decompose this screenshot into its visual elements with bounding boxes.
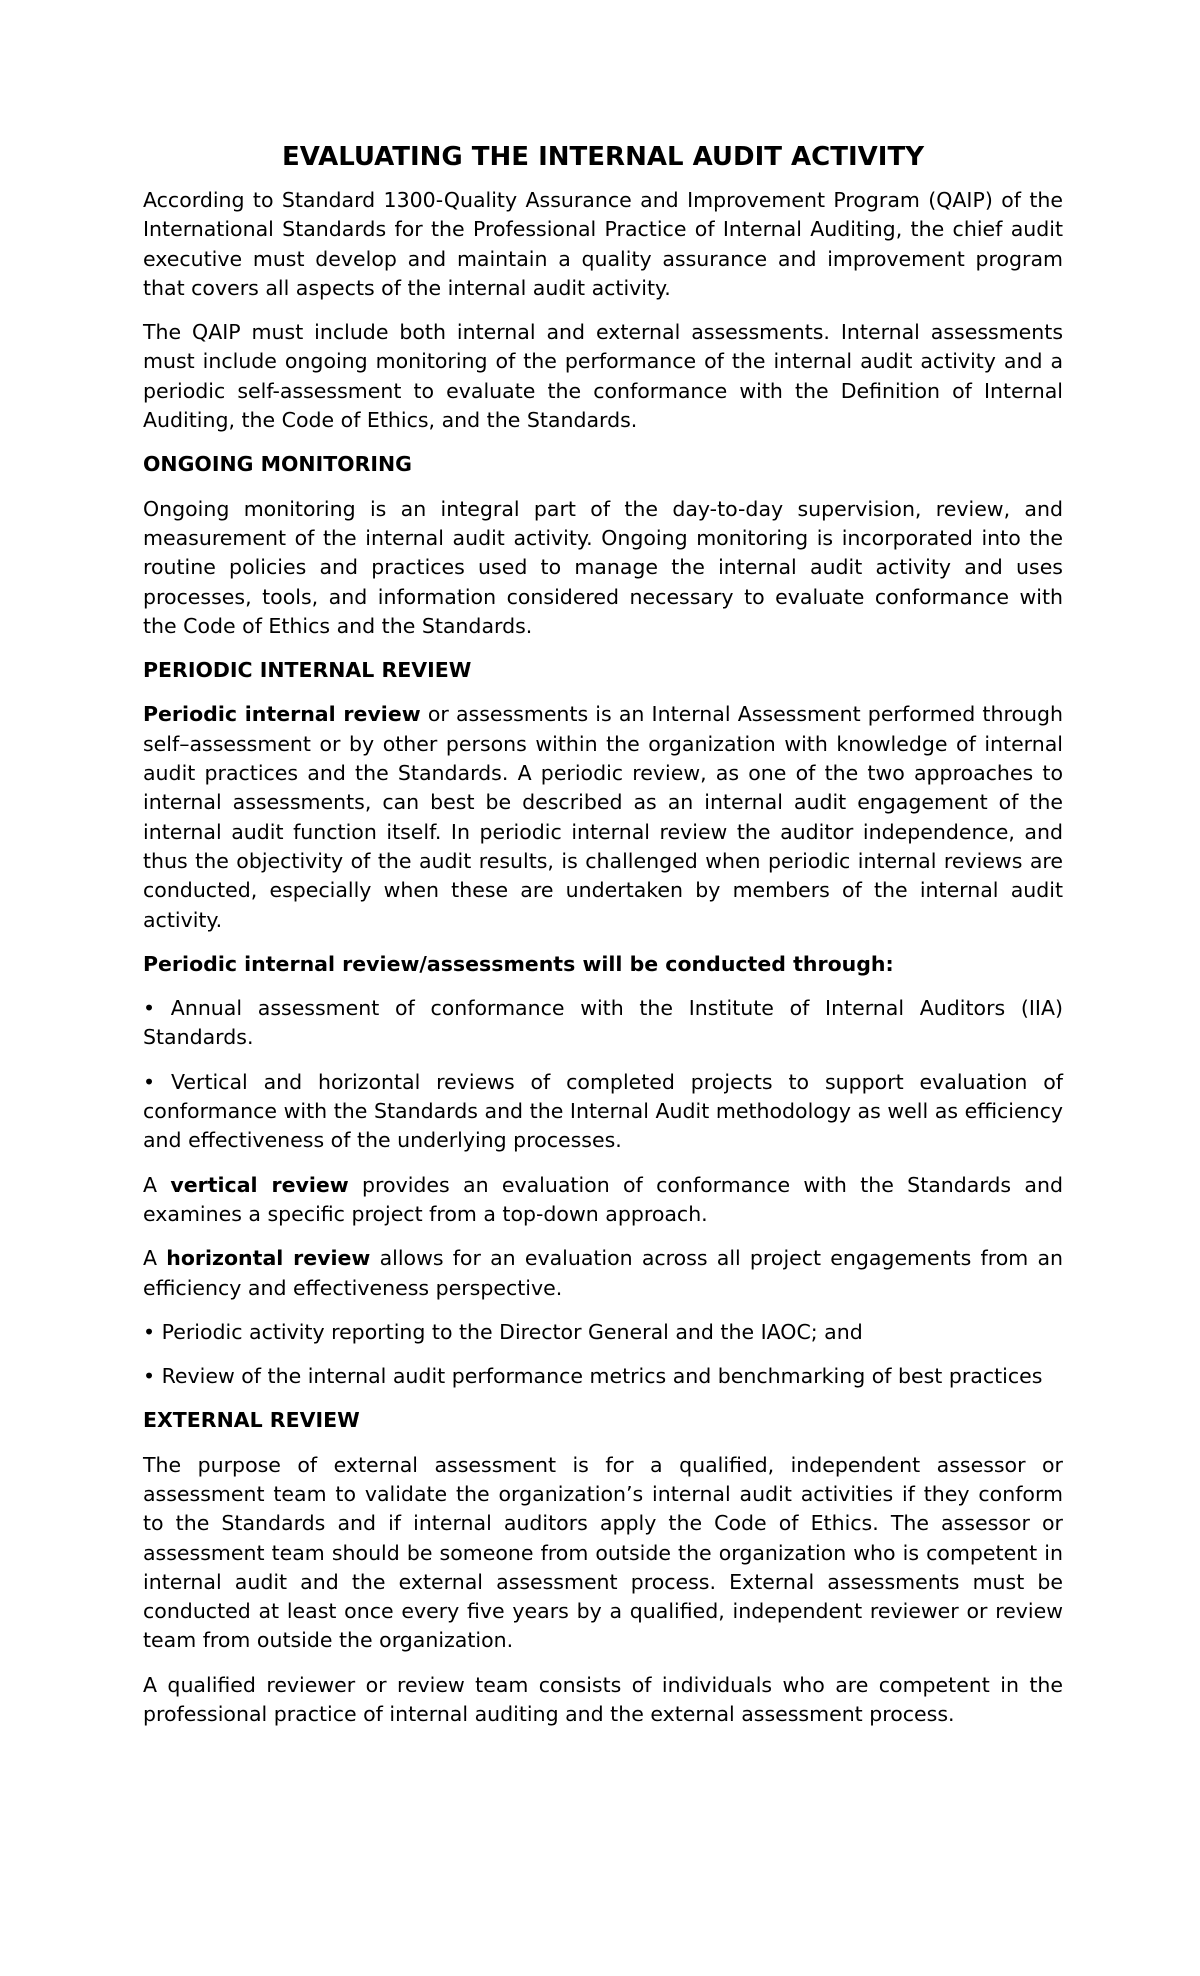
intro-paragraph-2: The QAIP must include both internal and external assessments. Internal assessments must include ongoing monitoring of the performance of the internal audit activity and a periodic self-assessment to evaluate the conformance with the Definition of Internal Auditing, the Code of Ethics, and the Standards. <box>143 320 1063 433</box>
vertical-review-paragraph <box>143 1171 1063 1230</box>
periodic-review-subheading: Periodic internal review/assessments will be conducted through: <box>143 951 894 976</box>
horizontal-review-text: allows for an evaluation across all project engagements from an efficiency and effectiveness perspective. <box>143 1246 1063 1300</box>
horizontal-review-term: horizontal review <box>166 1246 371 1271</box>
ongoing-monitoring-heading: ONGOING MONITORING <box>143 452 413 477</box>
document-page <box>143 140 1063 1744</box>
intro-paragraph-1: According to Standard 1300-Quality Assurance and Improvement Program (QAIP) of the International Standards for the Professional Practice of Internal Auditing, the chief audit executive must develop and maintain a quality assurance and improvement program that covers all aspects of the internal audit activity. <box>143 188 1063 300</box>
periodic-review-heading: PERIODIC INTERNAL REVIEW <box>143 658 472 683</box>
periodic-review-text: or assessments is an Internal Assessment performed through self–assessment or by other persons within the organization with knowledge of internal audit practices and the Standards. A periodic review, as one of the two approaches to internal assessments, can best be described as an internal audit engagement of the internal audit function itself. In periodic internal review the auditor independence, and thus the objectivity of the audit results, is challenged when periodic internal reviews are conducted, especially when these are undertaken by members of the internal audit activity. <box>143 702 1063 932</box>
vertical-review-term: vertical review <box>170 1172 349 1197</box>
periodic-review-paragraph <box>143 700 1063 934</box>
bullet-activity-reporting: • Periodic activity reporting to the Director General and the IAOC; and <box>143 1319 863 1344</box>
bullet-annual-assessment: • Annual assessment of conformance with the Institute of Internal Auditors (IIA) Standards. <box>143 996 1063 1050</box>
external-review-paragraph-1: The purpose of external assessment is for a qualified, independent assessor or assessment team to validate the organization’s internal audit activities if they conform to the Standards and if internal auditors apply the Code of Ethics. The assessor or assessment team should be someone from outside the organization who is competent in internal audit and the external assessment process. External assessments must be conducted at least once every five years by a qualified, independent reviewer or review team from outside the organization. <box>143 1452 1063 1653</box>
document-title: EVALUATING THE INTERNAL AUDIT ACTIVITY <box>281 142 925 172</box>
ongoing-monitoring-paragraph: Ongoing monitoring is an integral part of the day-to-day supervision, review, and measurement of the internal audit activity. Ongoing monitoring is incorporated into the routine policies and practices used to manage the internal audit activity and uses processes, tools, and information considered necessary to evaluate conformance with the Code of Ethics and the Standards. <box>143 496 1063 638</box>
external-review-heading: EXTERNAL REVIEW <box>143 1408 360 1433</box>
horizontal-review-article: A <box>143 1246 167 1271</box>
periodic-review-term: Periodic internal review <box>143 702 421 727</box>
bullet-vertical-horizontal: • Vertical and horizontal reviews of completed projects to support evaluation of conformance with the Standards and the Internal Audit methodology as well as efficiency and effectiveness of the underlying processes. <box>143 1069 1063 1153</box>
bullet-performance-metrics: • Review of the internal audit performance metrics and benchmarking of best practices <box>143 1364 1043 1389</box>
vertical-review-article: A <box>143 1172 171 1197</box>
external-review-paragraph-2: A qualified reviewer or review team consists of individuals who are competent in the professional practice of internal auditing and the external assessment process. <box>143 1672 1063 1727</box>
vertical-review-text: provides an evaluation of conformance with the Standards and examines a specific project from a top-down approach. <box>143 1172 1063 1226</box>
horizontal-review-paragraph <box>143 1244 1063 1303</box>
